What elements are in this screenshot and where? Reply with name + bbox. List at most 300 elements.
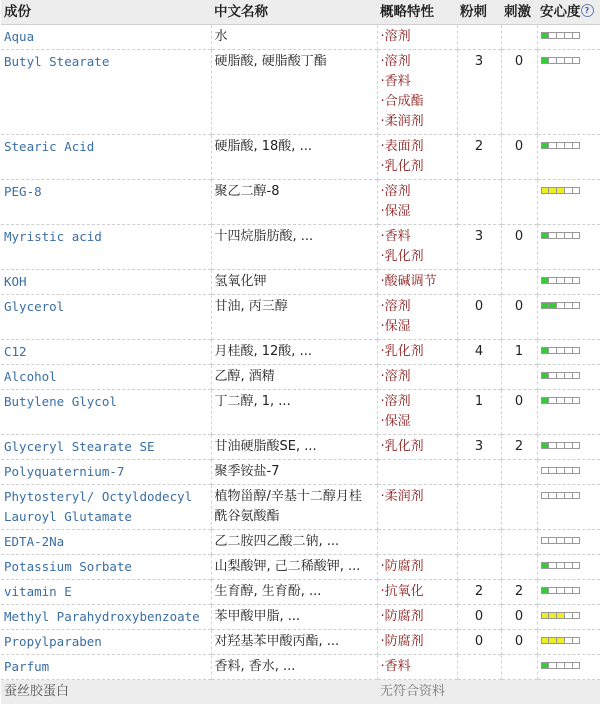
function-label: 香料 <box>384 229 411 244</box>
ingredient-link[interactable]: Alcohol <box>4 369 57 384</box>
function-tag[interactable] <box>381 607 454 627</box>
table-row <box>1 655 600 680</box>
safety-meter <box>541 467 581 474</box>
function-tag[interactable] <box>381 112 454 132</box>
safety-meter <box>541 612 581 619</box>
function-label: 乳化剂 <box>384 249 424 264</box>
safety-segment <box>541 537 550 544</box>
cell-function <box>377 180 457 225</box>
function-tag[interactable] <box>381 52 454 72</box>
cell-function <box>377 630 457 655</box>
safety-segment <box>541 637 550 644</box>
safety-segment <box>565 662 573 669</box>
cell-safety <box>537 655 600 680</box>
cell-chinese-name: 对羟基苯甲酸丙酯, ... <box>211 630 377 655</box>
cell-chinese-name: 十四烷脂肪酸, ... <box>211 225 377 270</box>
function-tag[interactable] <box>381 202 454 222</box>
bullet-icon: · <box>380 204 385 219</box>
ingredient-link[interactable]: Glycerol <box>4 299 65 314</box>
cell-ingredient <box>1 460 211 485</box>
function-tag[interactable] <box>381 412 454 432</box>
ingredient-link[interactable]: Polyquaternium-7 <box>4 464 125 479</box>
function-label: 防腐剂 <box>384 559 424 574</box>
function-tag[interactable] <box>381 487 454 507</box>
cell-irritant <box>501 180 537 225</box>
function-label: 酸碱调节 <box>384 274 437 289</box>
safety-meter <box>541 662 581 669</box>
function-tag[interactable] <box>381 632 454 652</box>
cell-chinese-name: 月桂酸, 12酸, ... <box>211 340 377 365</box>
cell-function <box>377 365 457 390</box>
function-tag[interactable] <box>381 657 454 677</box>
safety-segment <box>565 562 573 569</box>
ingredient-link[interactable]: Butyl Stearate <box>4 54 110 69</box>
cell-safety <box>537 460 600 485</box>
safety-segment <box>565 187 573 194</box>
bullet-icon: · <box>380 659 385 674</box>
function-tag[interactable] <box>381 227 454 247</box>
safety-segment <box>541 32 550 39</box>
cell-function <box>377 605 457 630</box>
safety-segment <box>549 662 557 669</box>
table-row <box>1 295 600 340</box>
ingredient-link[interactable]: vitamin E <box>4 584 72 599</box>
function-tag[interactable] <box>381 317 454 337</box>
cell-acne <box>457 25 501 50</box>
safety-segment <box>541 397 550 404</box>
bullet-icon: · <box>380 559 385 574</box>
safety-segment <box>573 537 581 544</box>
bullet-icon: · <box>380 584 385 599</box>
ingredient-link[interactable]: Propylparaben <box>4 634 102 649</box>
cell-acne: 4 <box>457 340 501 365</box>
ingredient-link[interactable]: Aqua <box>4 29 35 44</box>
bullet-icon: · <box>380 54 385 69</box>
table-row <box>1 530 600 555</box>
function-tag[interactable] <box>381 272 454 292</box>
cell-irritant <box>501 460 537 485</box>
safety-meter <box>541 347 581 354</box>
safety-meter <box>541 232 581 239</box>
cell-acne: 2 <box>457 580 501 605</box>
cell-function <box>377 50 457 135</box>
safety-segment <box>541 467 550 474</box>
safety-segment <box>549 467 557 474</box>
safety-segment <box>573 562 581 569</box>
function-label: 防腐剂 <box>384 609 424 624</box>
ingredient-link[interactable]: Glyceryl Stearate SE <box>4 439 155 454</box>
function-tag[interactable] <box>381 392 454 412</box>
safety-segment <box>565 587 573 594</box>
safety-segment <box>557 612 565 619</box>
safety-segment <box>549 187 557 194</box>
safety-segment <box>573 372 581 379</box>
function-tag[interactable] <box>381 557 454 577</box>
cell-function <box>377 460 457 485</box>
cell-chinese-name: 乙二胺四乙酸二钠, ... <box>211 530 377 555</box>
table-row <box>1 605 600 630</box>
safety-segment <box>557 32 565 39</box>
safety-segment <box>541 442 550 449</box>
ingredient-link[interactable]: KOH <box>4 274 27 289</box>
function-tag[interactable] <box>381 92 454 112</box>
cell-chinese-name: 硬脂酸, 18酸, ... <box>211 135 377 180</box>
safety-segment <box>549 57 557 64</box>
cell-ingredient <box>1 295 211 340</box>
safety-meter <box>541 397 581 404</box>
cell-acne <box>457 460 501 485</box>
safety-segment <box>549 302 557 309</box>
safety-segment <box>557 57 565 64</box>
function-label: 乳化剂 <box>384 439 424 454</box>
safety-segment <box>557 587 565 594</box>
cell-acne <box>457 555 501 580</box>
safety-segment <box>541 187 550 194</box>
header-ingredient[interactable]: 成份 <box>1 0 211 25</box>
table-row <box>1 485 600 530</box>
help-icon[interactable]: ? <box>581 4 594 17</box>
safety-segment <box>541 372 550 379</box>
cell-acne: 3 <box>457 50 501 135</box>
ingredient-link[interactable]: Myristic acid <box>4 229 102 244</box>
cell-function <box>377 135 457 180</box>
cell-acne: 1 <box>457 390 501 435</box>
bullet-icon: · <box>380 159 385 174</box>
cell-chinese-name: 乙醇, 酒精 <box>211 365 377 390</box>
safety-segment <box>565 637 573 644</box>
cell-irritant: 2 <box>501 435 537 460</box>
safety-segment <box>573 442 581 449</box>
function-tag[interactable] <box>381 437 454 457</box>
cell-function <box>377 485 457 530</box>
safety-segment <box>549 587 557 594</box>
table-row <box>1 135 600 180</box>
ingredient-table <box>1 0 600 704</box>
cell-function <box>377 390 457 435</box>
cell-ingredient <box>1 555 211 580</box>
safety-segment <box>557 637 565 644</box>
cell-function <box>377 340 457 365</box>
cell-irritant: 0 <box>501 50 537 135</box>
bullet-icon: · <box>380 634 385 649</box>
bullet-icon: · <box>380 319 385 334</box>
bullet-icon: · <box>380 74 385 89</box>
safety-segment <box>557 467 565 474</box>
cell-safety <box>537 485 600 530</box>
cell-chinese-name: 硬脂酸, 硬脂酸丁酯 <box>211 50 377 135</box>
safety-segment <box>541 562 550 569</box>
header-chinese-name[interactable]: 中文名称 <box>211 0 377 25</box>
cell-chinese-name: 氢氧化钾 <box>211 270 377 295</box>
table-row <box>1 340 600 365</box>
safety-segment <box>541 587 550 594</box>
safety-segment <box>549 492 557 499</box>
function-label: 柔润剂 <box>384 114 424 129</box>
cell-irritant: 0 <box>501 605 537 630</box>
cell-ingredient <box>1 580 211 605</box>
ingredient-link[interactable]: Stearic Acid <box>4 139 95 154</box>
cell-safety <box>537 580 600 605</box>
header-function[interactable]: 概略特性 <box>377 0 457 25</box>
cell-function <box>377 580 457 605</box>
safety-meter <box>541 492 581 499</box>
safety-segment <box>573 587 581 594</box>
function-label: 溶剂 <box>384 29 411 44</box>
safety-segment <box>549 562 557 569</box>
ingredient-link[interactable]: Parfum <box>4 659 50 674</box>
cell-function <box>377 270 457 295</box>
footer-ingredient: 蚕丝胶蛋白 <box>1 680 211 705</box>
safety-meter <box>541 562 581 569</box>
cell-acne: 0 <box>457 630 501 655</box>
cell-acne: 2 <box>457 135 501 180</box>
ingredient-link[interactable]: Methyl Parahydroxybenzoate <box>4 609 200 624</box>
safety-segment <box>565 537 573 544</box>
cell-irritant <box>501 530 537 555</box>
table-row <box>1 50 600 135</box>
cell-chinese-name: 苯甲酸甲脂, ... <box>211 605 377 630</box>
cell-chinese-name: 植物甾醇/辛基十二醇月桂酰谷氨酸酯 <box>211 485 377 530</box>
bullet-icon: · <box>380 249 385 264</box>
ingredient-link[interactable]: C12 <box>4 344 27 359</box>
cell-chinese-name: 丁二醇, 1, ... <box>211 390 377 435</box>
cell-irritant <box>501 655 537 680</box>
cell-safety <box>537 340 600 365</box>
footer-row <box>1 680 600 705</box>
header-acne[interactable]: 粉刺 <box>457 0 501 25</box>
cell-ingredient <box>1 180 211 225</box>
table-row <box>1 270 600 295</box>
ingredient-rows <box>1 25 600 680</box>
bullet-icon: · <box>380 369 385 384</box>
safety-segment <box>557 662 565 669</box>
header-irritant[interactable]: 刺激 <box>501 0 537 25</box>
safety-segment <box>557 397 565 404</box>
safety-segment <box>573 467 581 474</box>
footer-no-result: 无符合资料 <box>377 680 600 705</box>
cell-chinese-name: 甘油, 丙三醇 <box>211 295 377 340</box>
safety-segment <box>549 232 557 239</box>
safety-segment <box>557 442 565 449</box>
safety-segment <box>565 347 573 354</box>
safety-segment <box>573 277 581 284</box>
cell-function <box>377 655 457 680</box>
cell-chinese-name: 聚季铵盐-7 <box>211 460 377 485</box>
safety-segment <box>557 492 565 499</box>
table-row <box>1 435 600 460</box>
ingredient-link[interactable]: Phytosteryl/ Octyldodecyl Lauroyl Glutamate <box>4 489 193 524</box>
cell-ingredient <box>1 270 211 295</box>
table-header-row <box>1 0 600 25</box>
safety-segment <box>565 612 573 619</box>
cell-chinese-name: 水 <box>211 25 377 50</box>
cell-safety <box>537 270 600 295</box>
function-label: 保湿 <box>384 319 411 334</box>
ingredient-link[interactable]: EDTA-2Na <box>4 534 65 549</box>
safety-segment <box>541 142 550 149</box>
safety-segment <box>549 637 557 644</box>
function-tag[interactable] <box>381 72 454 92</box>
safety-segment <box>573 232 581 239</box>
function-tag[interactable] <box>381 27 454 47</box>
bullet-icon: · <box>380 29 385 44</box>
safety-segment <box>549 442 557 449</box>
safety-meter <box>541 587 581 594</box>
safety-segment <box>573 32 581 39</box>
cell-irritant: 1 <box>501 340 537 365</box>
safety-segment <box>557 187 565 194</box>
cell-irritant: 2 <box>501 580 537 605</box>
function-label: 乳化剂 <box>384 344 424 359</box>
function-label: 溶剂 <box>384 299 411 314</box>
safety-segment <box>565 492 573 499</box>
header-safety[interactable] <box>537 0 600 25</box>
safety-segment <box>541 277 550 284</box>
ingredient-link[interactable]: Butylene Glycol <box>4 394 117 409</box>
safety-meter <box>541 57 581 64</box>
cell-ingredient <box>1 135 211 180</box>
cell-irritant: 0 <box>501 135 537 180</box>
table-row <box>1 555 600 580</box>
footer-spacer <box>211 680 377 705</box>
cell-acne: 0 <box>457 605 501 630</box>
cell-ingredient <box>1 655 211 680</box>
function-tag[interactable] <box>381 182 454 202</box>
safety-meter <box>541 372 581 379</box>
function-tag[interactable] <box>381 247 454 267</box>
cell-acne: 3 <box>457 225 501 270</box>
table-row <box>1 580 600 605</box>
safety-segment <box>557 232 565 239</box>
safety-meter <box>541 32 581 39</box>
cell-irritant <box>501 365 537 390</box>
function-tag[interactable] <box>381 342 454 362</box>
safety-meter <box>541 637 581 644</box>
table-row <box>1 365 600 390</box>
safety-segment <box>541 347 550 354</box>
safety-segment <box>557 562 565 569</box>
safety-segment <box>565 57 573 64</box>
cell-ingredient <box>1 530 211 555</box>
ingredient-link[interactable]: PEG-8 <box>4 184 42 199</box>
safety-segment <box>549 397 557 404</box>
function-tag[interactable] <box>381 137 454 157</box>
cell-safety <box>537 225 600 270</box>
safety-meter <box>541 442 581 449</box>
safety-meter <box>541 537 581 544</box>
bullet-icon: · <box>380 489 385 504</box>
safety-segment <box>557 142 565 149</box>
cell-safety <box>537 530 600 555</box>
safety-segment <box>573 347 581 354</box>
safety-meter <box>541 277 581 284</box>
cell-function <box>377 25 457 50</box>
bullet-icon: · <box>380 394 385 409</box>
cell-chinese-name: 甘油硬脂酸SE, ... <box>211 435 377 460</box>
cell-function <box>377 530 457 555</box>
function-tag[interactable] <box>381 582 454 602</box>
cell-safety <box>537 135 600 180</box>
safety-segment <box>573 612 581 619</box>
function-label: 溶剂 <box>384 184 411 199</box>
function-label: 溶剂 <box>384 54 411 69</box>
cell-ingredient <box>1 630 211 655</box>
safety-segment <box>565 302 573 309</box>
cell-acne: 3 <box>457 435 501 460</box>
cell-acne <box>457 180 501 225</box>
table-row <box>1 180 600 225</box>
function-label: 保湿 <box>384 204 411 219</box>
cell-ingredient <box>1 605 211 630</box>
cell-acne <box>457 655 501 680</box>
safety-segment <box>549 277 557 284</box>
cell-safety <box>537 605 600 630</box>
cell-function <box>377 295 457 340</box>
function-tag[interactable] <box>381 367 454 387</box>
safety-segment <box>565 442 573 449</box>
bullet-icon: · <box>380 184 385 199</box>
function-label: 溶剂 <box>384 394 411 409</box>
cell-safety <box>537 295 600 340</box>
function-label: 合成酯 <box>384 94 424 109</box>
safety-segment <box>573 142 581 149</box>
cell-safety <box>537 365 600 390</box>
bullet-icon: · <box>380 299 385 314</box>
bullet-icon: · <box>380 439 385 454</box>
bullet-icon: · <box>380 139 385 154</box>
cell-acne: 0 <box>457 295 501 340</box>
cell-irritant: 0 <box>501 295 537 340</box>
cell-function <box>377 435 457 460</box>
cell-acne <box>457 485 501 530</box>
header-safety-label: 安心度 <box>540 4 581 20</box>
cell-ingredient <box>1 225 211 270</box>
cell-acne <box>457 365 501 390</box>
safety-segment <box>565 372 573 379</box>
function-label: 香料 <box>384 659 411 674</box>
safety-segment <box>565 232 573 239</box>
safety-segment <box>565 277 573 284</box>
safety-segment <box>573 637 581 644</box>
safety-segment <box>565 467 573 474</box>
cell-ingredient <box>1 485 211 530</box>
function-tag[interactable] <box>381 157 454 177</box>
cell-irritant <box>501 555 537 580</box>
safety-segment <box>549 142 557 149</box>
table-row <box>1 460 600 485</box>
safety-segment <box>573 397 581 404</box>
safety-segment <box>549 372 557 379</box>
cell-safety <box>537 630 600 655</box>
table-row <box>1 630 600 655</box>
safety-segment <box>557 347 565 354</box>
cell-safety <box>537 25 600 50</box>
ingredient-link[interactable]: Potassium Sorbate <box>4 559 132 574</box>
table-row <box>1 25 600 50</box>
cell-safety <box>537 390 600 435</box>
safety-segment <box>541 492 550 499</box>
bullet-icon: · <box>380 344 385 359</box>
cell-function <box>377 555 457 580</box>
safety-segment <box>541 302 550 309</box>
function-tag[interactable] <box>381 297 454 317</box>
safety-segment <box>565 142 573 149</box>
safety-segment <box>549 612 557 619</box>
cell-safety <box>537 50 600 135</box>
function-label: 表面剂 <box>384 139 424 154</box>
cell-irritant <box>501 25 537 50</box>
safety-meter <box>541 302 581 309</box>
